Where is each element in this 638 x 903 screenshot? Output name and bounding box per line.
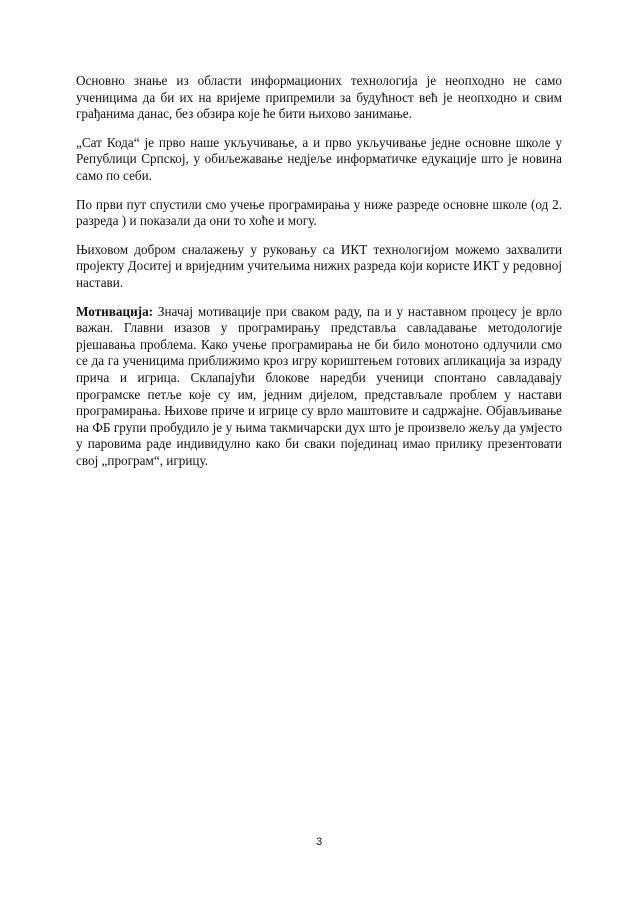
document-body [76, 73, 562, 481]
motivation-heading: Мотивација: [76, 303, 154, 319]
page-number: 3 [315, 836, 323, 848]
paragraph-ict-project [76, 242, 562, 292]
paragraph-text: „Сат Кода“ је прво наше укључивање, а и прво укључивање једне основне школе у Републици Српској, у обиљежавање недјеље информатичке едукације што је новина само по себи. [76, 134, 562, 183]
paragraph-text: Основно знање из области информационих технологија је неопходно не само ученицима да би их на вријеме припремили за будућност већ је неопходно и свим грађанима данас, без обзира које ће бити њихово занимање. [76, 73, 562, 122]
paragraph-hour-of-code [76, 135, 562, 185]
paragraph-lower-grades [76, 197, 562, 230]
paragraph-text: Значај мотивације при сваком раду, па и у наставном процесу је врло важан. Главни изазов у програмирању представља савладавање методологије рјешавања проблема. Како учење програмирања не би било монотоно одлучили смо се да га ученицима приближимо кроз игру кориштењем готових апликација за израду прича и игрица. Склапајући блокове наредби ученици спонтано савладавају програмске петље које су им, једним дијелом, представљале проблем у настави програмирања. Њихове приче и игрице су врло маштовите и садржајне. Објављивање на ФБ групи пробудило је у њима такмичарски дух што је произвело жељу да умјесто у паровима раде индивидулно како би сваки појединац имао прилику презентовати свој „програм“, игрицу. [76, 303, 562, 468]
paragraph-text: По први пут спустили смо учење програмирања у ниже разреде основне школе (од 2. разреда ) и показали да они то хоће и могу. [76, 196, 562, 229]
paragraph-ict-knowledge [76, 73, 562, 123]
paragraph-motivation [76, 304, 562, 470]
paragraph-text: Њиховом добром сналажењу у руковању са ИКТ технологијом можемо захвалити пројекту Доситеј и вриједним учитељима нижих разреда који користе ИКТ у редовној настави. [76, 241, 562, 290]
